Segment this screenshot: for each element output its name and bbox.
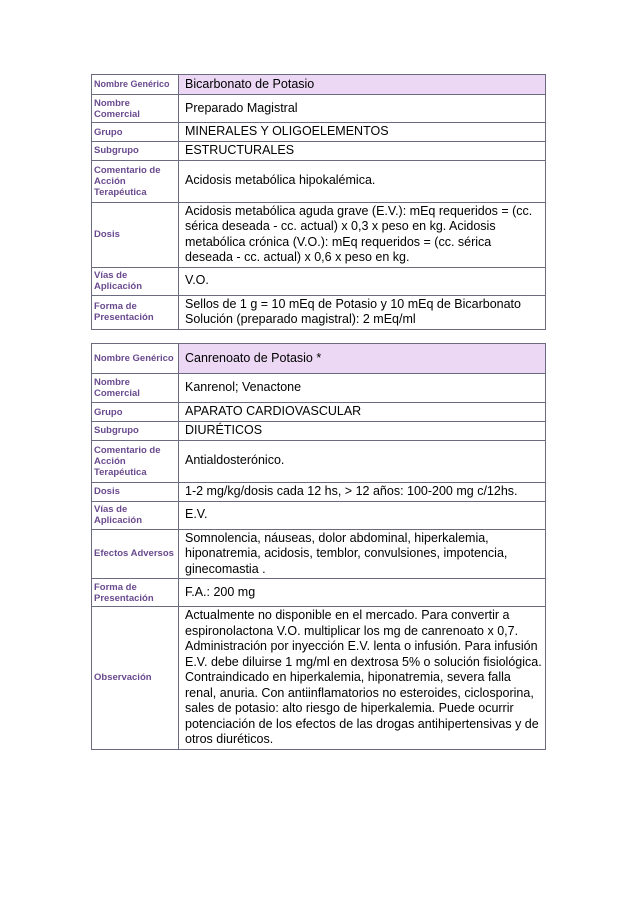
row-nombre-comercial: [92, 95, 546, 123]
value-grupo: MINERALES Y OLIGOELEMENTOS: [179, 123, 546, 142]
label-nombre-generico: Nombre Genérico: [92, 75, 179, 95]
label-observacion: Observación: [92, 607, 179, 750]
value-dosis: Acidosis metabólica aguda grave (E.V.): mEq requeridos = (cc. sérica deseada - cc. actual) x 0,3 x peso en kg. Acidosis metabólica crónica (V.O.): mEq requeridos = (cc. sérica deseada - cc. actual) x 0,6 x peso en kg.: [179, 202, 546, 267]
label-grupo: Grupo: [92, 403, 179, 422]
value-efectos: Somnolencia, náuseas, dolor abdominal, hiperkalemia, hiponatremia, acidosis, temblor, convulsiones, impotencia, ginecomastia .: [179, 529, 546, 579]
value-forma: F.A.: 200 mg: [179, 579, 546, 607]
value-comentario: Acidosis metabólica hipokalémica.: [179, 160, 546, 202]
drug-table-bicarbonato: [91, 74, 546, 330]
value-nombre-comercial: Kanrenol; Venactone: [179, 374, 546, 403]
row-vias: [92, 267, 546, 295]
label-nombre-comercial: Nombre Comercial: [92, 374, 179, 403]
label-forma: Forma de Presentación: [92, 579, 179, 607]
label-subgrupo: Subgrupo: [92, 422, 179, 441]
row-forma: [92, 295, 546, 329]
label-dosis: Dosis: [92, 482, 179, 501]
drug-table-canrenoato: [91, 343, 546, 750]
label-forma: Forma de Presentación: [92, 295, 179, 329]
value-nombre-comercial: Preparado Magistral: [179, 95, 546, 123]
row-nombre-generico: [92, 75, 546, 95]
row-nombre-comercial: [92, 374, 546, 403]
value-observacion: Actualmente no disponible en el mercado. Para convertir a espironolactona V.O. multiplicar los mg de canrenoato x 0,7. Administración por inyección E.V. lenta o infusión. Para infusión E.V. debe diluirse 1 mg/ml en dextrosa 5% o solución fisiológica. Contraindicado en hiperkalemia, hiponatremia, severa falla renal, anuria. Con antiinflamatorios no esteroides, ciclosporina, sales de potasio: alto riesgo de hiperkalemia. Puede ocurrir potenciación de los efectos de las drogas antihipertensivas y de otros diuréticos.: [179, 607, 546, 750]
row-grupo: [92, 403, 546, 422]
row-subgrupo: [92, 422, 546, 441]
label-dosis: Dosis: [92, 202, 179, 267]
row-vias: [92, 501, 546, 529]
row-comentario: [92, 440, 546, 482]
value-vias: V.O.: [179, 267, 546, 295]
value-subgrupo: DIURÉTICOS: [179, 422, 546, 441]
label-nombre-comercial: Nombre Comercial: [92, 95, 179, 123]
label-comentario: Comentario de Acción Terapéutica: [92, 160, 179, 202]
value-vias: E.V.: [179, 501, 546, 529]
value-subgrupo: ESTRUCTURALES: [179, 142, 546, 161]
label-nombre-generico: Nombre Genérico: [92, 344, 179, 374]
row-forma: [92, 579, 546, 607]
value-grupo: APARATO CARDIOVASCULAR: [179, 403, 546, 422]
value-comentario: Antialdosterónico.: [179, 440, 546, 482]
row-grupo: [92, 123, 546, 142]
row-comentario: [92, 160, 546, 202]
row-nombre-generico: [92, 344, 546, 374]
row-observacion: [92, 607, 546, 750]
value-forma: Sellos de 1 g = 10 mEq de Potasio y 10 mEq de Bicarbonato Solución (preparado magistral): 2 mEq/ml: [179, 295, 546, 329]
row-subgrupo: [92, 142, 546, 161]
value-dosis: 1-2 mg/kg/dosis cada 12 hs, > 12 años: 100-200 mg c/12hs.: [179, 482, 546, 501]
row-dosis: [92, 482, 546, 501]
label-vias: Vías de Aplicación: [92, 501, 179, 529]
value-nombre-generico: Canrenoato de Potasio *: [179, 344, 546, 374]
value-nombre-generico: Bicarbonato de Potasio: [179, 75, 546, 95]
row-efectos: [92, 529, 546, 579]
label-grupo: Grupo: [92, 123, 179, 142]
label-vias: Vías de Aplicación: [92, 267, 179, 295]
label-subgrupo: Subgrupo: [92, 142, 179, 161]
label-efectos: Efectos Adversos: [92, 529, 179, 579]
row-dosis: [92, 202, 546, 267]
label-comentario: Comentario de Acción Terapéutica: [92, 440, 179, 482]
